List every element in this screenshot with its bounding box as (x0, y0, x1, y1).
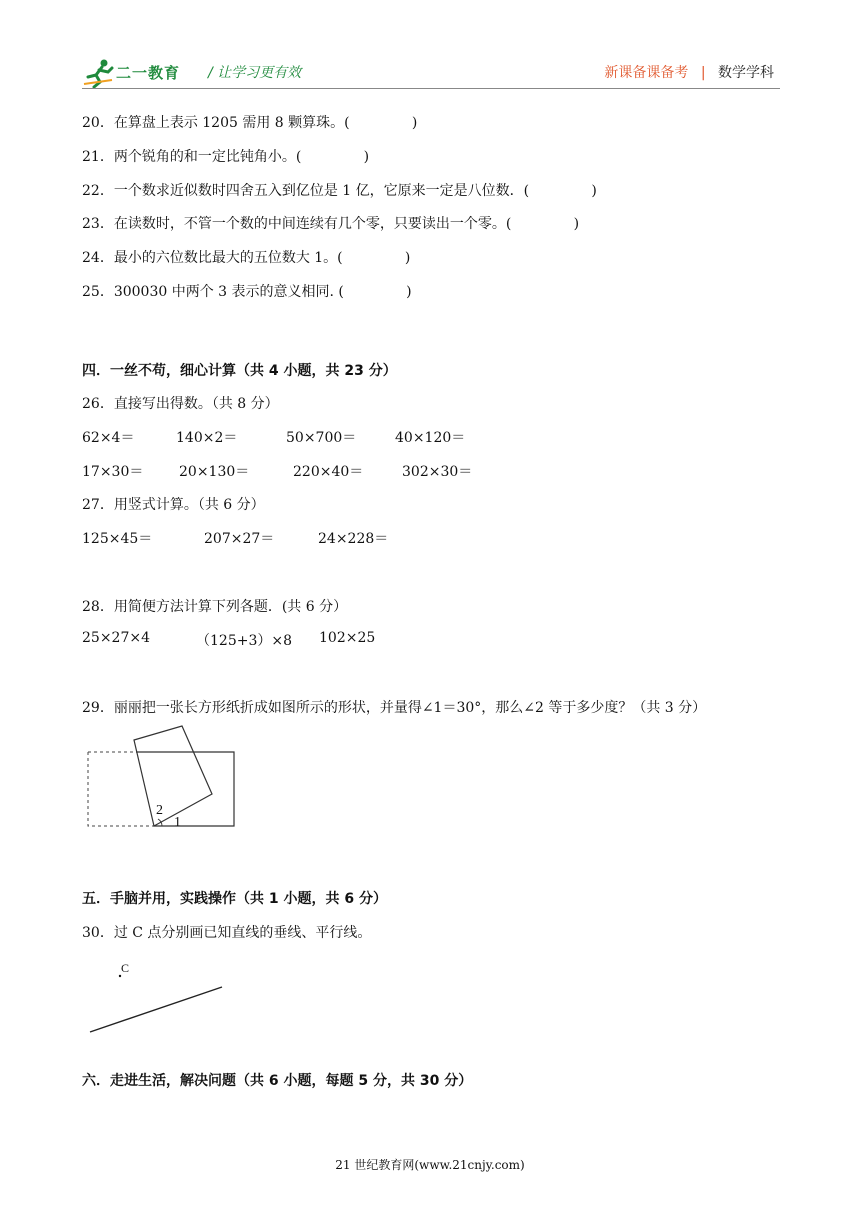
original-paper-outline (88, 752, 154, 826)
slogan: / 让学习更有效 (208, 65, 302, 81)
q27-item: 207×27＝ (204, 531, 275, 547)
question-20: 20．在算盘上表示 1205 需用 8 颗算珠。( ) (82, 115, 418, 131)
point-c (119, 975, 121, 977)
q26-item: 50×700＝ (286, 430, 357, 446)
q28-item: 25×27×4 (82, 630, 150, 646)
header-course-label: 新课备课备考 (604, 65, 689, 81)
line-and-point-figure (86, 958, 236, 1038)
question-28: 28．用简便方法计算下列各题．(共 6 分） (82, 599, 348, 615)
q26-item: 40×120＝ (395, 430, 466, 446)
q26-item: 302×30＝ (402, 464, 473, 480)
given-line (90, 987, 222, 1032)
question-23: 23．在读数时，不管一个数的中间连续有几个零，只要读出一个零。( ) (82, 216, 580, 232)
section-5-title: 五．手脑并用，实践操作（共 1 小题，共 6 分） (82, 891, 387, 907)
page-footer: 21 世纪教育网(www.21cnjy.com) (335, 1158, 525, 1172)
q26-item: 20×130＝ (179, 464, 250, 480)
question-29: 29．丽丽把一张长方形纸折成如图所示的形状，并量得∠1＝30°，那么∠2 等于多少度？（共 3 分） (82, 700, 707, 716)
q27-item: 24×228＝ (318, 531, 389, 547)
logo-text: 二一教育 (116, 64, 181, 82)
header-divider (82, 88, 780, 89)
question-30: 30．过 C 点分别画已知直线的垂线、平行线。 (82, 925, 372, 941)
q28-item: （125+3）×8 (196, 633, 292, 649)
rectangle-outline (136, 752, 234, 826)
header-separator: | (700, 65, 706, 81)
point-c-label: C (121, 961, 130, 975)
folded-flap (134, 726, 212, 826)
question-26: 26．直接写出得数。（共 8 分） (82, 396, 279, 412)
question-25: 25．300030 中两个 3 表示的意义相同. ( ) (82, 284, 412, 300)
folded-paper-figure (86, 722, 246, 832)
q26-item: 17×30＝ (82, 464, 144, 480)
logo (82, 58, 202, 88)
question-22: 22．一个数求近似数时四舍五入到亿位是 1 亿，它原来一定是八位数．( ) (82, 183, 597, 199)
q27-item: 125×45＝ (82, 531, 153, 547)
question-27: 27．用竖式计算。（共 6 分） (82, 497, 265, 513)
angle-2-label: 2 (156, 803, 163, 818)
q26-item: 140×2＝ (176, 430, 238, 446)
question-21: 21．两个锐角的和一定比钝角小。( ) (82, 149, 370, 165)
question-24: 24．最小的六位数比最大的五位数大 1。( ) (82, 250, 411, 266)
q26-item: 220×40＝ (293, 464, 364, 480)
runner-logo-icon (82, 58, 116, 88)
section-4-title: 四．一丝不苟，细心计算（共 4 小题，共 23 分） (82, 363, 397, 379)
q28-item: 102×25 (319, 630, 376, 646)
angle-1-label: 1 (174, 815, 181, 830)
header-subject-label: 数学学科 (718, 65, 774, 81)
q26-item: 62×4＝ (82, 430, 135, 446)
section-6-title: 六．走进生活，解决问题（共 6 小题，每题 5 分，共 30 分） (82, 1073, 473, 1089)
page-header (82, 58, 782, 88)
header-right (604, 62, 774, 82)
